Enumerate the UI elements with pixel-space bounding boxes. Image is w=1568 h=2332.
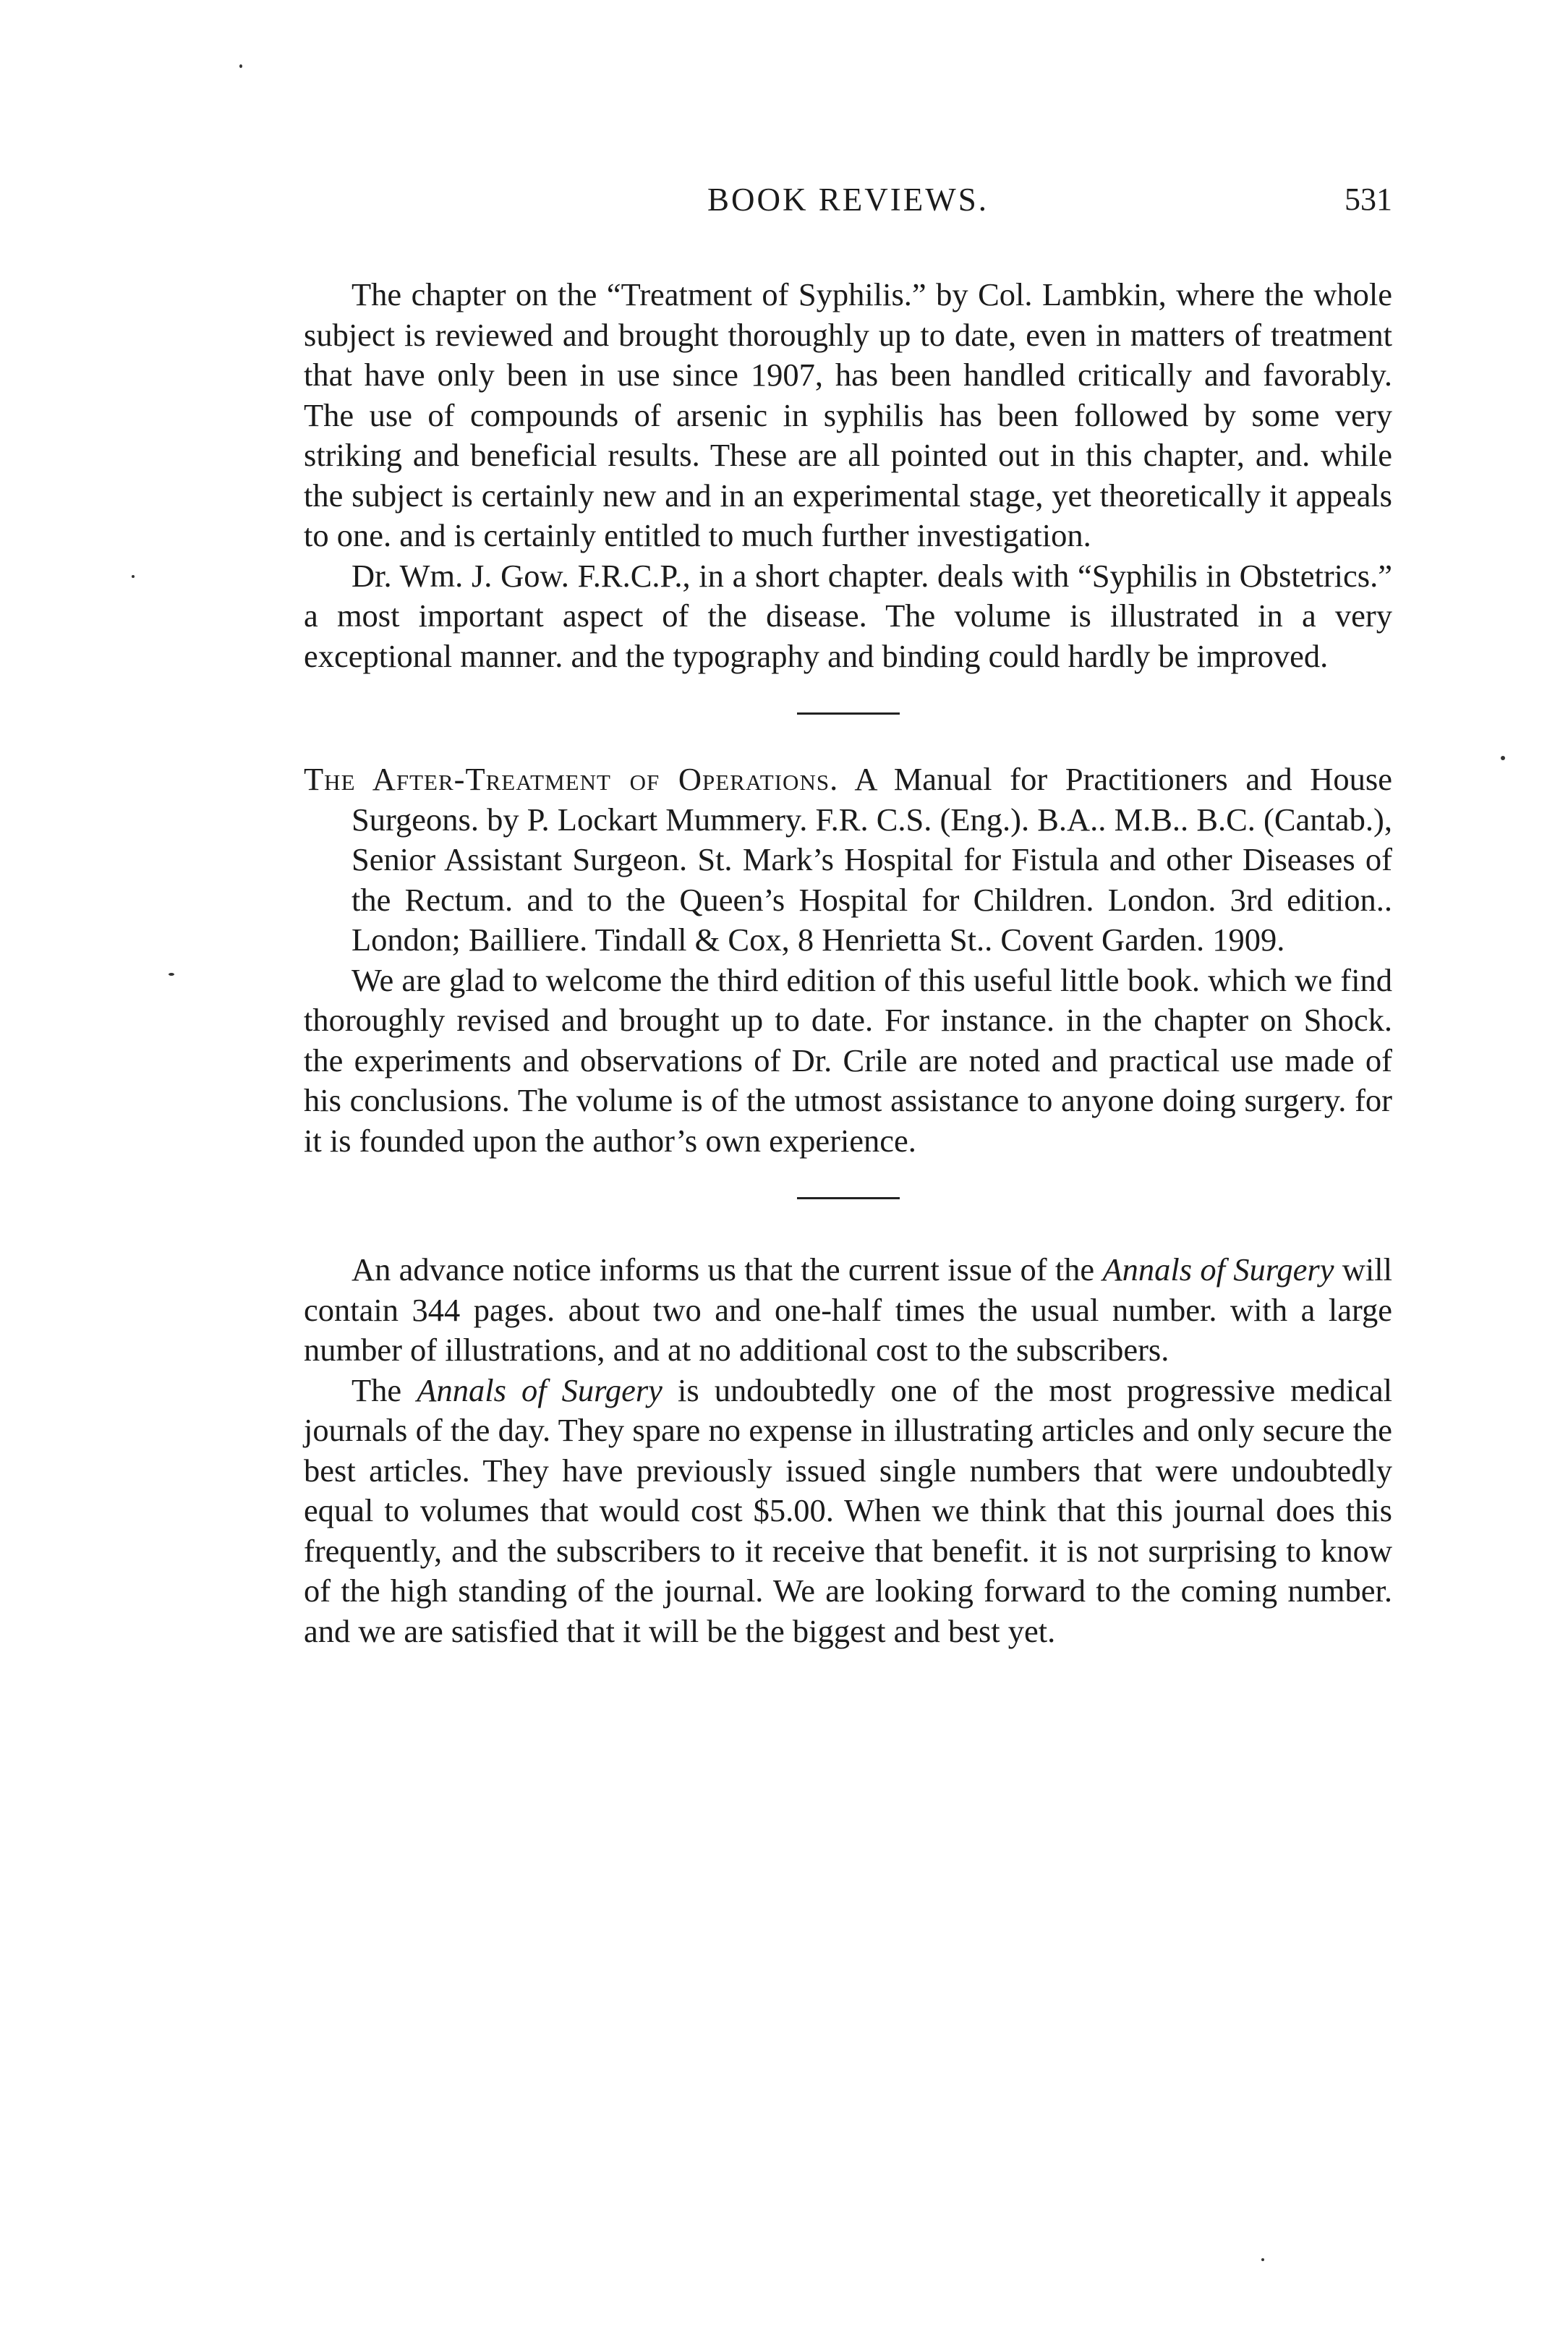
review-paragraph: The chapter on the “Treatment of Syphilis.” by Col. Lambkin, where the whole subject is reviewed and brought thoroughly up to date, even in matters of treatment that have only been in use since 1907, has been handled critically and favorably. The use of compounds of arsenic in syphilis has been followed by some very striking and beneficial results. These are all pointed out in this chapter, and. while the subject is certainly new and in an experimental stage, yet theoretically it appeals to one. and is certainly entitled to much further investigation. [304,276,1392,553]
book-citation [304,759,1392,961]
scan-speck [1501,756,1505,760]
scan-speck [132,575,135,578]
notice-text: The [351,1371,417,1408]
book-page [304,181,1392,1651]
section-divider [797,1197,900,1199]
journal-title: Annals of Surgery [417,1371,662,1408]
scan-speck [169,973,174,976]
citation-details: A Manual for Practitioners and House Surgeons. by P. Lockart Mummery. F.R. C.S. (Eng.). B.A.. M.B.. B.C. (Cantab.), Senior Assistant Surgeon. St. Mark’s Hospital for Fistula and other Diseases of the Rectum. and to the Queen’s Hospital for Children. London. 3rd edition.. London; Bailliere. Tindall & Cox, 8 Henrietta St.. Covent Garden. 1909. [351,761,1392,958]
notice-paragraph [304,1250,1392,1371]
page-number: 531 [1345,182,1392,217]
notice-paragraph [304,1371,1392,1652]
notice-text: will contain 344 pages. about two and one-half times the usual number. with a large number of illustrations, and at no additional cost to the subscribers. [304,1251,1393,1368]
notice-text: is undoubtedly one of the most progressive medical journals of the day. They spare no expense in illustrating articles and only secure the best articles. They have previously issued single numbers that were undoubtedly equal to volumes that would cost $5.00. When we think that this journal does this frequently, and the subscribers to it receive that benefit. it is not surprising to know of the high standing of the journal. We are looking forward to the coming number. and we are satisfied that it will be the biggest and best yet. [304,1371,1392,1649]
running-head [304,181,1392,239]
journal-title: Annals of Surgery [1102,1251,1334,1288]
scan-speck [1261,2258,1264,2261]
scan-speck [239,64,242,68]
notice-text: An advance notice informs us that the current issue of the [351,1251,1103,1288]
book-title: The After-Treatment of Operations. [304,761,839,797]
running-title: BOOK REVIEWS. [707,182,989,218]
section-divider [797,712,900,715]
review-paragraph: We are glad to welcome the third edition of this useful little book. which we find thoroughly revised and brought up to date. For instance. in the chapter on Shock. the experiments and observations of Dr. Crile are noted and practical use made of his conclusions. The volume is of the utmost assistance to anyone doing surgery. for it is founded upon the author’s own experience. [304,961,1392,1159]
review-paragraph: Dr. Wm. J. Gow. F.R.C.P., in a short chapter. deals with “Syphilis in Obstetrics.” a most important aspect of the disease. The volume is illustrated in a very exceptional manner. and the typography and binding could hardly be improved. [304,557,1392,674]
